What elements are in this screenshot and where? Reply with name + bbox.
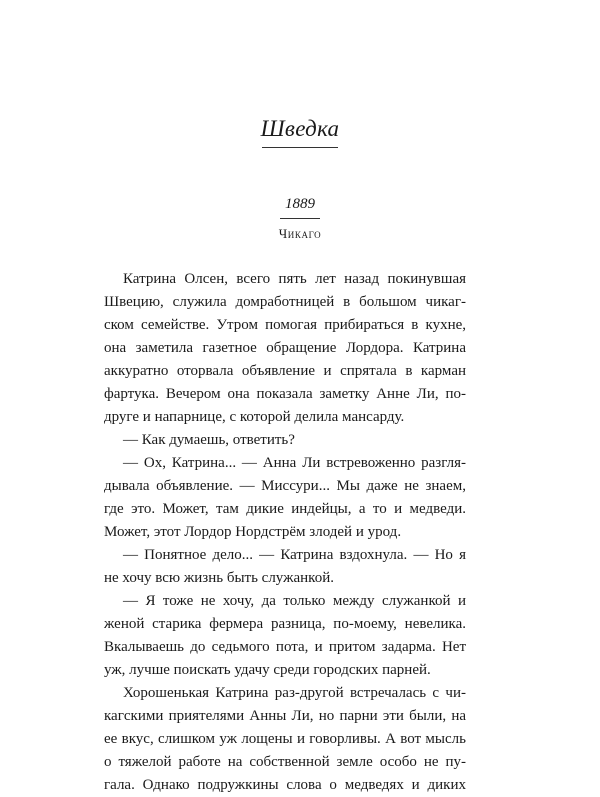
- chapter-year: 1889: [285, 196, 315, 212]
- text-line: Может, этот Лордор Нордстрём злодей и урод.: [104, 524, 402, 540]
- year-divider: [280, 218, 320, 219]
- text-line: где это. Может, там дикие индейцы, а то и медведи.: [104, 501, 466, 517]
- text-line: женой старика фермера разница, по-моему, невелика.: [104, 616, 466, 632]
- chapter-title: Шведка: [260, 116, 340, 141]
- text-line: Вкалываешь до седьмого пота, и притом задарма. Нет: [104, 639, 466, 655]
- text-line: кагскими приятелями Анны Ли, но парни эти были, на: [104, 708, 466, 724]
- text-line: аккуратно оторвала объявление и спрятала в карман: [104, 363, 466, 379]
- text-line: ее вкус, слишком уж лощены и говорливы. А вот мысль: [104, 731, 466, 747]
- text-line: дывала объявление. — Миссури... Мы даже не знаем,: [104, 478, 466, 494]
- text-line: о тяжелой работе на собственной земле особо не пу-: [104, 754, 466, 770]
- text-line: Катрина Олсен, всего пять лет назад покинувшая: [123, 271, 466, 287]
- text-line: гала. Однако подружкины слова о медведях и диких: [104, 777, 466, 793]
- text-line: фартука. Вечером она показала заметку Анне Ли, по-: [104, 386, 466, 402]
- text-line: друге и напарнице, с которой делила мансарду.: [104, 409, 405, 425]
- text-line: она заметила газетное обращение Лордора. Катрина: [104, 340, 466, 356]
- text-line: — Как думаешь, ответить?: [123, 432, 295, 448]
- text-line: Хорошенькая Катрина раз-другой встречалась с чи-: [123, 685, 466, 701]
- text-line: уж, лучше поискать удачу среди городских парней.: [104, 662, 431, 678]
- text-line: ском семействе. Утром помогая прибираться в кухне,: [104, 317, 466, 333]
- body-text: [104, 268, 466, 797]
- text-line: — Я тоже не хочу, да только между служанкой и: [123, 593, 466, 609]
- text-line: не хочу всю жизнь быть служанкой.: [104, 570, 334, 586]
- title-divider: [262, 147, 338, 148]
- text-line: Швецию, служила домработницей в большом чикаг-: [104, 294, 466, 310]
- chapter-place: Чикаго: [278, 226, 322, 241]
- text-line: — Ох, Катрина... — Анна Ли встревоженно разгля-: [123, 455, 466, 471]
- text-line: — Понятное дело... — Катрина вздохнула. — Но я: [123, 547, 466, 563]
